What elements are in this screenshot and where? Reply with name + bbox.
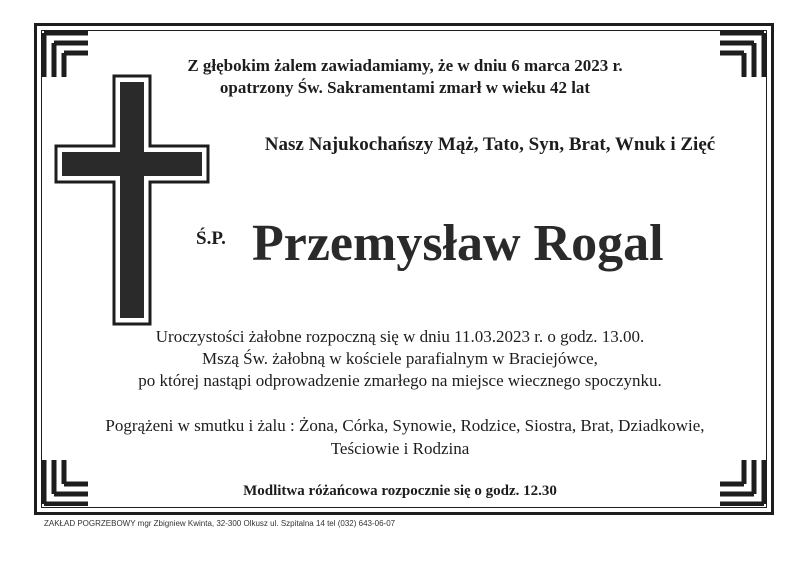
mourners-line-2: Teściowie i Rodzina <box>330 439 470 458</box>
latin-cross-icon <box>52 72 212 333</box>
mourners-line-1: Pogrążeni w smutku i żalu : Żona, Córka, Synowie, Rodzice, Siostra, Brat, Dziadkowie, <box>105 416 705 435</box>
funeral-info-line-3: po której nastąpi odprowadzenie zmarłego na miejsce wiecznego spoczynku. <box>138 371 662 390</box>
funeral-home-footer: ZAKŁAD POGRZEBOWY mgr Zbigniew Kwinta, 32-300 Olkusz ul. Szpitalna 14 tel (032) 643-06-07 <box>44 519 396 528</box>
funeral-info-line-2: Mszą Św. żałobną w kościele parafialnym w Braciejówce, <box>202 349 598 368</box>
funeral-info-line-1: Uroczystości żałobne rozpoczną się w dniu 11.03.2023 r. o godz. 13.00. <box>155 327 645 346</box>
announcement-line-2: opatrzony Św. Sakramentami zmarł w wieku 42 lat <box>219 78 591 97</box>
corner-ornament-bottom-right <box>718 458 766 506</box>
deceased-name: Przemysław Rogal <box>252 215 664 272</box>
announcement-line-1: Z głębokim żalem zawiadamiamy, że w dniu 6 marca 2023 r. <box>187 56 623 75</box>
prayer-note: Modlitwa różańcowa rozpocznie się o godz. 12.30 <box>243 483 557 499</box>
corner-ornament-top-right <box>718 31 766 79</box>
name-prefix: Ś.P. <box>196 228 226 249</box>
corner-ornament-bottom-left <box>42 458 90 506</box>
relation-line: Nasz Najukochańszy Mąż, Tato, Syn, Brat, Wnuk i Zięć <box>264 134 716 155</box>
